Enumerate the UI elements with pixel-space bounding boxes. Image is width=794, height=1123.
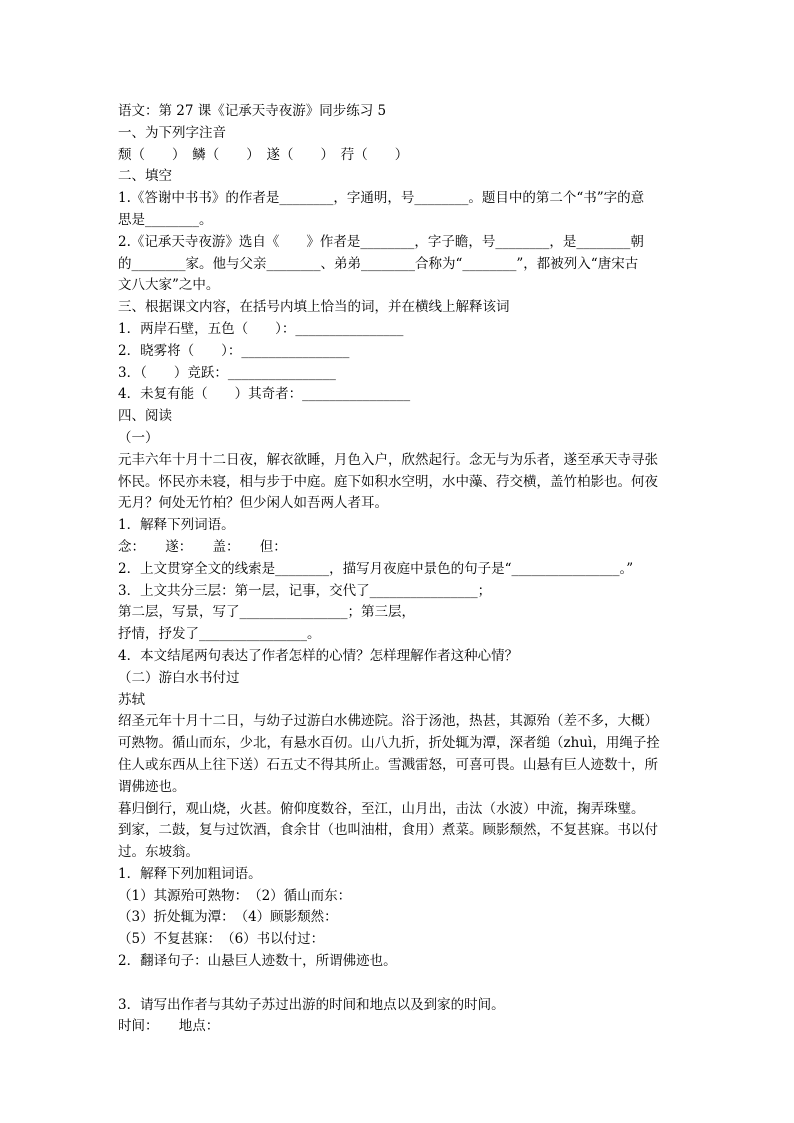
passage1-line: 无月？何处无竹柏？但少闲人如吾两人者耳。 xyxy=(118,495,388,512)
section3-line: 4．未复有能（ ）其奇者：________________ xyxy=(118,386,411,403)
passage1-line: 元丰六年十月十二日夜，解衣欲睡，月色入户，欣然起行。念无与为乐者，遂至承天寺寻张 xyxy=(118,451,658,468)
question-line: 2．翻译句子：山悬巨人迹数十，所谓佛迹也。 xyxy=(118,953,397,970)
section1-items: 颓（ ） 鳞（ ） 遂（ ） 荇（ ） xyxy=(118,146,409,163)
section3-line: 3．（ ）竞跃：________________ xyxy=(118,364,336,381)
section3-line: 2．晓雾将（ ）：________________ xyxy=(118,342,350,359)
worksheet-body xyxy=(118,101,678,1038)
passage2-line: 过。东坡翁。 xyxy=(118,844,199,861)
answer-line: 时间： 地点： xyxy=(118,1018,220,1035)
question-line: 第二层，写景，写了________________；第三层， xyxy=(118,604,415,621)
passage2-line: 谓佛迹也。 xyxy=(118,778,186,795)
question-line: （3）折处辄为潭： （4）顾影颓然： xyxy=(118,909,338,926)
doc-title: 语文：第 27 课《记承天寺夜游》同步练习 5 xyxy=(118,103,387,119)
section2-line: 1.《答谢中书书》的作者是________，字通明，号________。题目中的第二个“书”字的意 xyxy=(118,190,645,207)
part2-label: （二）游白水书付过 xyxy=(118,669,240,686)
question-line: 2．上文贯穿全文的线索是________，描写月夜庭中景色的句子是“________________。” xyxy=(118,560,634,577)
section1-heading: 一、为下列字注音 xyxy=(118,124,226,141)
passage1-line: 怀民。怀民亦未寝，相与步于中庭。庭下如积水空明，水中藻、荇交横，盖竹柏影也。何夜 xyxy=(118,473,658,490)
question-line: （5）不复甚寐： （6）书以付过： xyxy=(118,931,325,948)
question-line: 3．上文共分三层：第一层，记事，交代了________________； xyxy=(118,582,492,599)
question-line: 4．本文结尾两句表达了作者怎样的心情？怎样理解作者这种心情？ xyxy=(118,647,519,664)
section2-line: 文八大家”之中。 xyxy=(118,277,220,294)
section2-line: 2.《记承天寺夜游》选自《 》作者是________，字子瞻，号________，是________朝 xyxy=(118,233,644,250)
passage2-line: 暮归倒行，观山烧，火甚。俯仰度数谷，至江，山月出，击汰（水波）中流，掬弄珠璧。 xyxy=(118,800,645,817)
passage2-line: 到家，二鼓，复与过饮酒，食余甘（也叫油柑，食用）煮菜。顾影颓然，不复甚寐。书以付 xyxy=(118,822,658,839)
part1-label: （一） xyxy=(118,429,159,446)
section4-heading: 四、阅读 xyxy=(118,408,172,425)
passage2-author: 苏轼 xyxy=(118,691,145,708)
section2-line: 思是________。 xyxy=(118,211,213,228)
section2-line: 的________家。他与父亲________、弟弟________合称为“________”，都被列入“唐宋古 xyxy=(118,255,639,272)
section3-line: 1．两岸石壁，五色（ ）：________________ xyxy=(118,320,404,337)
passage2-line: 可熟物。循山而东，少北，有悬水百仞。山八九折，折处辄为潭，深者缒（zhuì，用绳子拴 xyxy=(118,735,660,752)
passage2-line: 住人或东西从上往下送）石五丈不得其所止。雪溅雷怒，可喜可畏。山悬有巨人迹数十，所 xyxy=(118,756,658,773)
question-line: 1．解释下列词语。 xyxy=(118,517,235,534)
passage2-line: 绍圣元年十月十二日，与幼子过游白水佛迹院。浴于汤池，热甚，其源殆（差不多，大概） xyxy=(118,713,658,730)
question-line: 3．请写出作者与其幼子苏过出游的时间和地点以及到家的时间。 xyxy=(118,996,505,1013)
question-line: 念： 遂： 盖： 但： xyxy=(118,538,287,555)
question-line: （1）其源殆可熟物： （2）循山而东： xyxy=(118,887,352,904)
blank-line xyxy=(118,973,678,995)
question-line: 抒情，抒发了________________。 xyxy=(118,626,321,643)
section3-heading: 三、根据课文内容，在括号内填上恰当的词，并在横线上解释该词 xyxy=(118,299,510,316)
question-line: 1．解释下列加粗词语。 xyxy=(118,865,262,882)
section2-heading: 二、填空 xyxy=(118,168,172,185)
